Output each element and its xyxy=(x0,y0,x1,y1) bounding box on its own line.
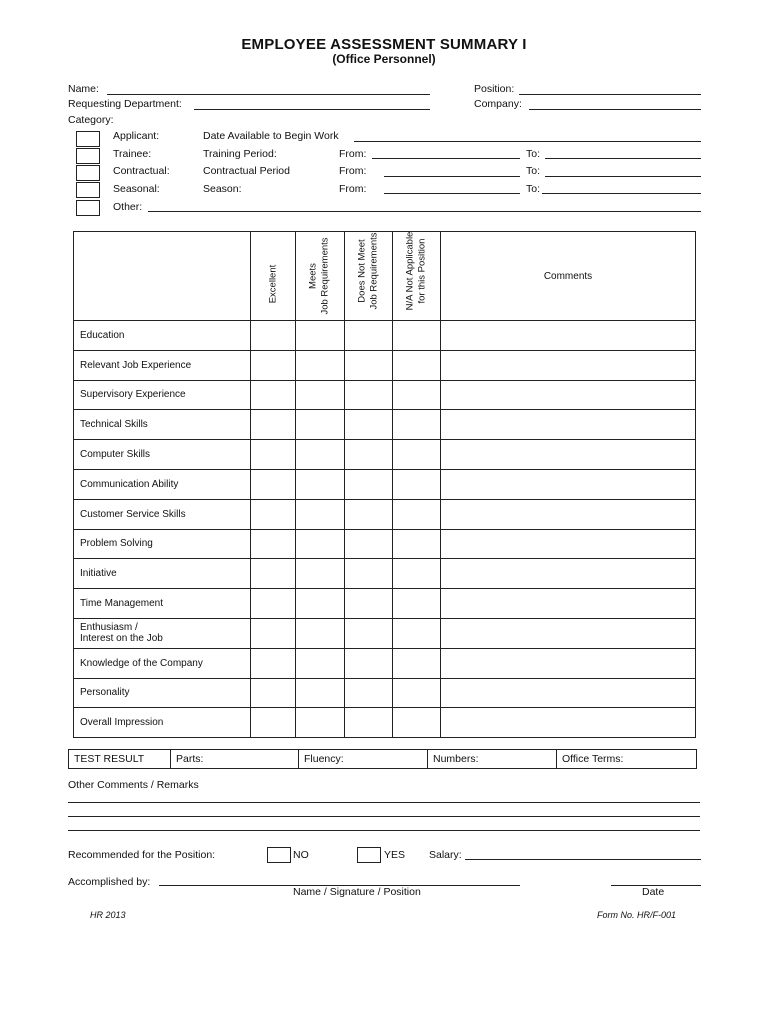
recommend-yes-label: YES xyxy=(384,849,406,861)
criterion-label: Communication Ability xyxy=(74,469,251,499)
table-header-row xyxy=(74,232,696,321)
remarks-line-1[interactable] xyxy=(68,802,700,803)
comments-header xyxy=(441,232,696,321)
contractual-from-label: From: xyxy=(339,165,367,177)
excellent-header-label: Excellent xyxy=(267,264,278,304)
na-cell[interactable] xyxy=(393,529,441,559)
comments-cell[interactable] xyxy=(441,350,696,380)
footer-left: HR 2013 xyxy=(90,910,126,920)
meets-cell[interactable] xyxy=(296,321,345,351)
meets-cell[interactable] xyxy=(296,380,345,410)
seasonal-label: Seasonal: xyxy=(113,183,160,195)
excellent-header xyxy=(251,232,296,321)
table-row xyxy=(74,708,696,738)
not-meet-cell[interactable] xyxy=(345,559,393,589)
criterion-label: Customer Service Skills xyxy=(74,499,251,529)
criterion-label: Relevant Job Experience xyxy=(74,350,251,380)
trainee-from-label: From: xyxy=(339,148,367,160)
criterion-label: Overall Impression xyxy=(74,708,251,738)
trainee-to-label: To: xyxy=(526,148,541,160)
not-meet-cell[interactable] xyxy=(345,708,393,738)
table-row xyxy=(74,440,696,470)
meets-cell[interactable] xyxy=(296,440,345,470)
not-meet-cell[interactable] xyxy=(345,648,393,678)
meets-cell[interactable] xyxy=(296,469,345,499)
comments-cell[interactable] xyxy=(441,469,696,499)
excellent-cell[interactable] xyxy=(251,410,296,440)
trainee-to-field[interactable] xyxy=(545,158,701,159)
meets-cell[interactable] xyxy=(296,559,345,589)
seasonal-from-field[interactable] xyxy=(384,193,520,194)
na-cell[interactable] xyxy=(393,350,441,380)
comments-cell[interactable] xyxy=(441,678,696,708)
other-label: Other: xyxy=(113,201,143,213)
trainee-checkbox[interactable] xyxy=(76,148,100,164)
comments-cell[interactable] xyxy=(441,380,696,410)
remarks-label: Other Comments / Remarks xyxy=(68,779,199,791)
table-row xyxy=(74,321,696,351)
recommend-no-label: NO xyxy=(293,849,309,861)
seasonal-to-label: To: xyxy=(526,183,541,195)
comments-cell[interactable] xyxy=(441,440,696,470)
criterion-label: Problem Solving xyxy=(74,529,251,559)
company-label: Company: xyxy=(474,98,522,110)
criterion-label: Education xyxy=(74,321,251,351)
other-checkbox[interactable] xyxy=(76,200,100,216)
test-result-table xyxy=(68,749,697,769)
excellent-cell[interactable] xyxy=(251,321,296,351)
applicant-detail: Date Available to Begin Work xyxy=(203,130,339,142)
na-cell[interactable] xyxy=(393,678,441,708)
seasonal-from-label: From: xyxy=(339,183,367,195)
applicant-label: Applicant: xyxy=(113,130,160,142)
form-subtitle: (Office Personnel) xyxy=(332,52,436,66)
na-cell[interactable] xyxy=(393,469,441,499)
table-row xyxy=(74,648,696,678)
not-meet-cell[interactable] xyxy=(345,321,393,351)
position-field[interactable] xyxy=(519,94,701,95)
comments-cell[interactable] xyxy=(441,618,696,648)
not-meet-cell[interactable] xyxy=(345,380,393,410)
applicant-date-field[interactable] xyxy=(354,141,701,142)
excellent-cell[interactable] xyxy=(251,440,296,470)
test-parts-cell[interactable]: Parts: xyxy=(171,750,299,769)
contractual-to-label: To: xyxy=(526,165,541,177)
contractual-checkbox[interactable] xyxy=(76,165,100,181)
na-cell[interactable] xyxy=(393,708,441,738)
footer-form-number: Form No. HR/F-001 xyxy=(597,910,677,920)
na-cell[interactable] xyxy=(393,440,441,470)
recommend-yes-checkbox[interactable] xyxy=(357,847,381,863)
meets-header xyxy=(296,232,345,321)
contractual-label: Contractual: xyxy=(113,165,170,177)
table-row xyxy=(74,350,696,380)
not-meet-cell[interactable] xyxy=(345,589,393,619)
contractual-detail: Contractual Period xyxy=(203,165,290,177)
excellent-cell[interactable] xyxy=(251,678,296,708)
meets-cell[interactable] xyxy=(296,708,345,738)
excellent-cell[interactable] xyxy=(251,350,296,380)
meets-cell[interactable] xyxy=(296,648,345,678)
not-meet-cell[interactable] xyxy=(345,350,393,380)
remarks-line-3[interactable] xyxy=(68,830,700,831)
form-title: EMPLOYEE ASSESSMENT SUMMARY I xyxy=(241,36,527,53)
na-cell[interactable] xyxy=(393,499,441,529)
table-row xyxy=(74,469,696,499)
meets-cell[interactable] xyxy=(296,589,345,619)
other-field[interactable] xyxy=(148,211,701,212)
excellent-cell[interactable] xyxy=(251,559,296,589)
name-label: Name: xyxy=(68,83,99,95)
test-office-terms-cell[interactable]: Office Terms: xyxy=(557,750,697,769)
excellent-cell[interactable] xyxy=(251,589,296,619)
excellent-cell[interactable] xyxy=(251,529,296,559)
contractual-from-field[interactable] xyxy=(384,176,520,177)
na-header xyxy=(393,232,441,321)
date-caption: Date xyxy=(642,886,665,898)
test-result-label: TEST RESULT xyxy=(69,750,171,769)
excellent-cell[interactable] xyxy=(251,380,296,410)
requesting-department-label: Requesting Department: xyxy=(68,98,182,110)
table-row xyxy=(74,380,696,410)
not-meet-cell[interactable] xyxy=(345,529,393,559)
not-meet-cell[interactable] xyxy=(345,440,393,470)
comments-cell[interactable] xyxy=(441,321,696,351)
comments-cell[interactable] xyxy=(441,499,696,529)
na-cell[interactable] xyxy=(393,321,441,351)
comments-cell[interactable] xyxy=(441,559,696,589)
criterion-label: Supervisory Experience xyxy=(74,380,251,410)
test-result-row xyxy=(69,750,697,769)
remarks-line-2[interactable] xyxy=(68,816,700,817)
criterion-label: Knowledge of the Company xyxy=(74,648,251,678)
recommend-no-checkbox[interactable] xyxy=(267,847,291,863)
table-row xyxy=(74,529,696,559)
name-signature-caption: Name / Signature / Position xyxy=(293,886,421,898)
company-field[interactable] xyxy=(529,109,701,110)
table-row xyxy=(74,589,696,619)
excellent-cell[interactable] xyxy=(251,648,296,678)
position-label: Position: xyxy=(474,83,515,95)
recommended-label: Recommended for the Position: xyxy=(68,849,216,861)
seasonal-detail: Season: xyxy=(203,183,242,195)
not-meet-cell[interactable] xyxy=(345,469,393,499)
na-header-line2: for this Position xyxy=(416,238,428,304)
na-cell[interactable] xyxy=(393,410,441,440)
not-meet-header-line1: Does Not Meet xyxy=(356,239,368,303)
trainee-label: Trainee: xyxy=(113,148,152,160)
trainee-detail: Training Period: xyxy=(203,148,277,160)
not-meet-header-line2: Job Requirements xyxy=(368,232,380,310)
excellent-cell[interactable] xyxy=(251,708,296,738)
na-cell[interactable] xyxy=(393,589,441,619)
criterion-label: Computer Skills xyxy=(74,440,251,470)
criteria-header xyxy=(74,232,251,321)
seasonal-checkbox[interactable] xyxy=(76,182,100,198)
test-numbers-cell[interactable]: Numbers: xyxy=(428,750,557,769)
meets-cell[interactable] xyxy=(296,350,345,380)
meets-cell[interactable] xyxy=(296,529,345,559)
na-cell[interactable] xyxy=(393,618,441,648)
salary-field[interactable] xyxy=(465,859,701,860)
meets-cell[interactable] xyxy=(296,678,345,708)
criterion-label: Personality xyxy=(74,678,251,708)
not-meet-cell[interactable] xyxy=(345,618,393,648)
criterion-label: Time Management xyxy=(74,589,251,619)
excellent-cell[interactable] xyxy=(251,469,296,499)
table-row xyxy=(74,618,696,648)
table-row xyxy=(74,559,696,589)
applicant-checkbox[interactable] xyxy=(76,131,100,147)
criterion-label: Initiative xyxy=(74,559,251,589)
table-row xyxy=(74,678,696,708)
comments-cell[interactable] xyxy=(441,708,696,738)
requesting-department-field[interactable] xyxy=(194,109,430,110)
na-cell[interactable] xyxy=(393,648,441,678)
meets-header-line1: Meets xyxy=(308,263,320,289)
excellent-cell[interactable] xyxy=(251,618,296,648)
table-row xyxy=(74,410,696,440)
meets-cell[interactable] xyxy=(296,499,345,529)
table-row xyxy=(74,499,696,529)
category-label: Category: xyxy=(68,114,114,126)
meets-header-line2: Job Requirements xyxy=(320,237,332,315)
comments-cell[interactable] xyxy=(441,589,696,619)
comments-header-label: Comments xyxy=(543,270,593,282)
not-meet-cell[interactable] xyxy=(345,678,393,708)
meets-cell[interactable] xyxy=(296,618,345,648)
criterion-label: Enthusiasm / Interest on the Job xyxy=(74,618,251,648)
meets-cell[interactable] xyxy=(296,410,345,440)
contractual-to-field[interactable] xyxy=(545,176,701,177)
comments-cell[interactable] xyxy=(441,529,696,559)
na-header-line1: N/A Not Applicable xyxy=(404,231,416,311)
assessment-table xyxy=(73,231,696,738)
test-fluency-cell[interactable]: Fluency: xyxy=(299,750,428,769)
criterion-label: Technical Skills xyxy=(74,410,251,440)
name-field[interactable] xyxy=(107,94,430,95)
accomplished-label: Accomplished by: xyxy=(68,876,151,888)
comments-cell[interactable] xyxy=(441,648,696,678)
seasonal-to-field[interactable] xyxy=(542,193,701,194)
excellent-cell[interactable] xyxy=(251,499,296,529)
salary-label: Salary: xyxy=(429,849,462,861)
not-meet-cell[interactable] xyxy=(345,499,393,529)
na-cell[interactable] xyxy=(393,380,441,410)
na-cell[interactable] xyxy=(393,559,441,589)
trainee-from-field[interactable] xyxy=(372,158,520,159)
comments-cell[interactable] xyxy=(441,410,696,440)
not-meet-header xyxy=(345,232,393,321)
not-meet-cell[interactable] xyxy=(345,410,393,440)
